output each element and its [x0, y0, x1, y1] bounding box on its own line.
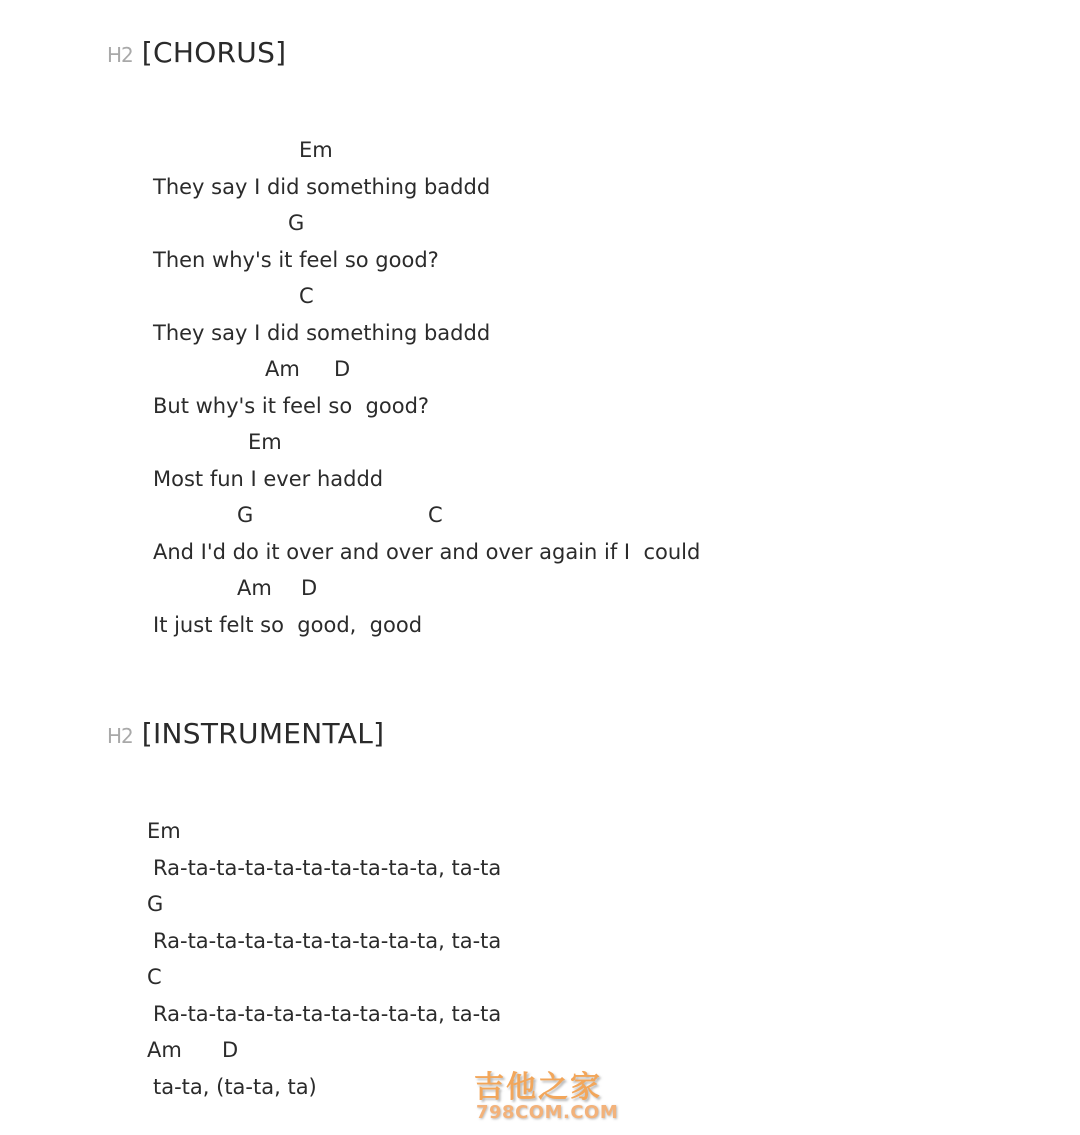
section-heading-chorus: [107, 36, 286, 69]
chord-line: [0, 500, 1080, 530]
chord-line: [0, 962, 1080, 992]
heading-level-marker: H2: [107, 43, 133, 67]
chord-line: [0, 889, 1080, 919]
chord-line: [0, 208, 1080, 238]
section-title: [CHORUS]: [141, 36, 287, 69]
chord: Em: [147, 819, 181, 843]
chord: G: [288, 211, 305, 235]
chord-line: [0, 573, 1080, 603]
lyric-line: Ra-ta-ta-ta-ta-ta-ta-ta-ta-ta, ta-ta: [153, 929, 502, 953]
lyric-line: Ra-ta-ta-ta-ta-ta-ta-ta-ta-ta, ta-ta: [153, 1002, 502, 1026]
site-watermark: [470, 1062, 630, 1132]
watermark-title: 吉他之家: [474, 1070, 602, 1105]
lyric-line: They say I did something baddd: [153, 321, 491, 345]
chord: D: [222, 1038, 239, 1062]
heading-level-marker: H2: [107, 724, 133, 748]
chord: Am: [237, 576, 272, 600]
chord-line: [0, 135, 1080, 165]
chord: C: [147, 965, 162, 989]
chord: Am: [265, 357, 300, 381]
chord-line: [0, 816, 1080, 846]
chord-line: [0, 354, 1080, 384]
chord: G: [147, 892, 164, 916]
chord: D: [301, 576, 318, 600]
chord: Em: [299, 138, 333, 162]
chord: Am: [147, 1038, 182, 1062]
lyric-line: They say I did something baddd: [153, 175, 491, 199]
watermark-subtitle: 798COM.COM: [476, 1102, 619, 1123]
lyric-line: But why's it feel so good?: [153, 394, 430, 418]
lyric-line: Most fun I ever haddd: [153, 467, 384, 491]
chord: G: [237, 503, 254, 527]
lyric-line: It just felt so good, good: [153, 613, 423, 637]
chord: D: [334, 357, 351, 381]
section-title: [INSTRUMENTAL]: [141, 717, 385, 750]
lyric-line: ta-ta, (ta-ta, ta): [153, 1075, 317, 1099]
lyric-line: Ra-ta-ta-ta-ta-ta-ta-ta-ta-ta, ta-ta: [153, 856, 502, 880]
lyric-line: And I'd do it over and over and over again if I could: [153, 540, 701, 564]
section-heading-instrumental: [107, 717, 384, 750]
lyric-line: Then why's it feel so good?: [153, 248, 439, 272]
chord: Em: [248, 430, 282, 454]
chord-line: [0, 427, 1080, 457]
chord-line: [0, 1035, 1080, 1065]
chord: C: [299, 284, 314, 308]
chord-line: [0, 281, 1080, 311]
chord: C: [428, 503, 443, 527]
